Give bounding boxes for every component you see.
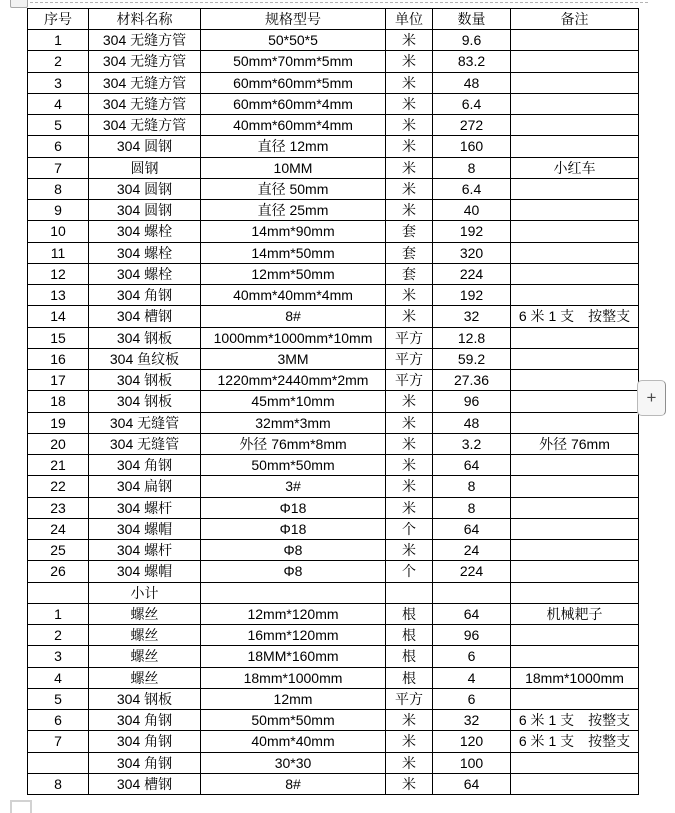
cell-unit[interactable]: 米 [386,412,433,433]
table-row [28,625,639,646]
cell-name[interactable]: 304 螺杆 [89,540,201,561]
cell-unit[interactable]: 米 [386,540,433,561]
cell-unit[interactable]: 米 [386,710,433,731]
cell-spec[interactable]: 1000mm*1000mm*10mm [201,327,386,348]
cell-remark[interactable] [511,518,639,539]
cell-qty[interactable]: 6.4 [433,178,511,199]
cell-index[interactable]: 25 [28,540,89,561]
cell-index[interactable]: 2 [28,625,89,646]
cell-name[interactable]: 304 槽钢 [89,306,201,327]
cell-unit[interactable]: 套 [386,242,433,263]
cell-name[interactable]: 螺丝 [89,646,201,667]
cell-remark[interactable] [511,773,639,794]
cell-qty[interactable]: 96 [433,391,511,412]
cell-index[interactable]: 11 [28,242,89,263]
cell-spec[interactable]: 3# [201,476,386,497]
column-header-unit[interactable]: 单位 [386,9,433,30]
table-row [28,540,639,561]
cell-index[interactable]: 19 [28,412,89,433]
cell-spec[interactable]: 外径 76mm*8mm [201,433,386,454]
table-row [28,370,639,391]
cell-index[interactable]: 22 [28,476,89,497]
cell-unit[interactable]: 米 [386,391,433,412]
cell-unit[interactable]: 个 [386,518,433,539]
cell-unit[interactable]: 米 [386,51,433,72]
cell-remark[interactable] [511,51,639,72]
cell-name[interactable]: 304 钢板 [89,370,201,391]
table-row [28,115,639,136]
cell-unit[interactable]: 米 [386,285,433,306]
table-row [28,348,639,369]
table-row [28,433,639,454]
cell-qty[interactable]: 12.8 [433,327,511,348]
cell-remark[interactable] [511,93,639,114]
cell-unit[interactable]: 米 [386,93,433,114]
table-row [28,242,639,263]
cell-qty[interactable]: 96 [433,625,511,646]
cell-remark[interactable] [511,285,639,306]
cell-index[interactable]: 21 [28,455,89,476]
cell-unit[interactable]: 米 [386,455,433,476]
cell-remark[interactable] [511,327,639,348]
cell-index[interactable] [28,582,89,603]
table-row [28,30,639,51]
cell-remark[interactable]: 小红车 [511,157,639,178]
cell-remark[interactable] [511,646,639,667]
cell-remark[interactable] [511,178,639,199]
cell-qty[interactable]: 6 [433,646,511,667]
cell-spec[interactable]: 14mm*50mm [201,242,386,263]
cell-spec[interactable]: 10MM [201,157,386,178]
cell-index[interactable]: 4 [28,667,89,688]
cell-index[interactable]: 24 [28,518,89,539]
cell-qty[interactable]: 64 [433,773,511,794]
table-row [28,710,639,731]
table-row [28,561,639,582]
cell-name[interactable]: 304 无缝方管 [89,115,201,136]
cell-spec[interactable]: 8# [201,306,386,327]
cell-name[interactable]: 螺丝 [89,603,201,624]
cell-spec[interactable]: 50mm*70mm*5mm [201,51,386,72]
cell-spec[interactable]: 32mm*3mm [201,412,386,433]
table-row [28,476,639,497]
cell-name[interactable]: 304 角钢 [89,285,201,306]
cell-unit[interactable]: 米 [386,773,433,794]
cell-index[interactable]: 18 [28,391,89,412]
cell-name[interactable]: 304 螺栓 [89,221,201,242]
cell-index[interactable]: 15 [28,327,89,348]
cell-unit[interactable]: 米 [386,30,433,51]
cell-qty[interactable]: 48 [433,412,511,433]
cell-qty[interactable]: 48 [433,72,511,93]
cell-index[interactable]: 6 [28,136,89,157]
cell-remark[interactable]: 机械耙子 [511,603,639,624]
cell-name[interactable]: 螺丝 [89,667,201,688]
table-row [28,391,639,412]
table-body [28,30,639,795]
cell-spec[interactable]: Φ18 [201,497,386,518]
cell-qty[interactable]: 192 [433,221,511,242]
table-move-handle-icon[interactable] [10,0,28,8]
cell-index[interactable]: 3 [28,646,89,667]
cell-qty[interactable]: 192 [433,285,511,306]
cell-unit[interactable]: 米 [386,115,433,136]
cell-spec[interactable]: 50*50*5 [201,30,386,51]
cell-unit[interactable]: 套 [386,221,433,242]
cell-remark[interactable] [511,200,639,221]
cell-qty[interactable]: 320 [433,242,511,263]
table-row [28,136,639,157]
cell-name[interactable]: 304 无缝管 [89,412,201,433]
cell-unit[interactable]: 米 [386,72,433,93]
table-header [28,9,639,30]
table-row [28,327,639,348]
cell-spec[interactable]: 8# [201,773,386,794]
cell-name[interactable]: 304 螺帽 [89,561,201,582]
table-row [28,752,639,773]
cell-qty[interactable]: 120 [433,731,511,752]
table-row [28,412,639,433]
cell-spec[interactable]: 14mm*90mm [201,221,386,242]
cell-qty[interactable]: 6 [433,688,511,709]
table-resize-handle[interactable] [10,800,32,813]
cell-remark[interactable] [511,476,639,497]
cell-unit[interactable]: 米 [386,306,433,327]
cell-unit[interactable]: 平方 [386,348,433,369]
cell-index[interactable]: 14 [28,306,89,327]
cell-name[interactable]: 螺丝 [89,625,201,646]
cell-spec[interactable]: 50mm*50mm [201,455,386,476]
table-row [28,773,639,794]
cell-spec[interactable]: 18MM*160mm [201,646,386,667]
cell-qty[interactable]: 83.2 [433,51,511,72]
cell-qty[interactable]: 224 [433,561,511,582]
cell-spec[interactable]: Φ8 [201,540,386,561]
cell-index[interactable]: 6 [28,710,89,731]
table-row [28,72,639,93]
header-row [28,9,639,30]
cell-remark[interactable]: 6 米 1 支 按整支 [511,306,639,327]
cell-qty[interactable]: 8 [433,157,511,178]
cell-remark[interactable] [511,391,639,412]
cell-unit[interactable]: 米 [386,433,433,454]
cell-index[interactable]: 8 [28,178,89,199]
cell-name[interactable]: 304 螺栓 [89,263,201,284]
cell-spec[interactable]: 40mm*40mm [201,731,386,752]
cell-name[interactable]: 304 扁钢 [89,476,201,497]
cell-unit[interactable]: 平方 [386,370,433,391]
table-row [28,455,639,476]
cell-spec[interactable]: 1220mm*2440mm*2mm [201,370,386,391]
cell-spec[interactable]: 16mm*120mm [201,625,386,646]
cell-remark[interactable] [511,221,639,242]
cell-name[interactable]: 304 螺帽 [89,518,201,539]
cell-qty[interactable]: 160 [433,136,511,157]
cell-index[interactable]: 23 [28,497,89,518]
cell-name[interactable]: 304 无缝方管 [89,30,201,51]
cell-unit[interactable]: 米 [386,476,433,497]
table-row [28,221,639,242]
cell-qty[interactable]: 9.6 [433,30,511,51]
cell-unit[interactable]: 米 [386,178,433,199]
column-header-remark[interactable]: 备注 [511,9,639,30]
cell-name[interactable]: 304 无缝方管 [89,93,201,114]
cell-spec[interactable]: 30*30 [201,752,386,773]
cell-unit[interactable]: 米 [386,157,433,178]
cell-remark[interactable] [511,625,639,646]
cell-name[interactable]: 304 圆钢 [89,136,201,157]
cell-unit[interactable]: 根 [386,646,433,667]
table-row [28,603,639,624]
cell-index[interactable]: 7 [28,157,89,178]
cell-unit[interactable]: 套 [386,263,433,284]
cell-qty[interactable]: 8 [433,497,511,518]
cell-index[interactable]: 26 [28,561,89,582]
cell-qty[interactable]: 64 [433,455,511,476]
cell-spec[interactable]: 45mm*10mm [201,391,386,412]
table-row [28,306,639,327]
cell-spec[interactable]: 50mm*50mm [201,710,386,731]
table-row [28,731,639,752]
cell-name[interactable]: 304 螺栓 [89,242,201,263]
cell-remark[interactable] [511,497,639,518]
cell-spec[interactable]: Φ8 [201,561,386,582]
cell-qty[interactable]: 64 [433,603,511,624]
cell-spec[interactable]: 12mm*120mm [201,603,386,624]
cell-name[interactable]: 304 无缝方管 [89,72,201,93]
cell-index[interactable]: 16 [28,348,89,369]
cell-remark[interactable]: 6 米 1 支 按整支 [511,731,639,752]
cell-remark[interactable]: 外径 76mm [511,433,639,454]
cell-spec[interactable]: 60mm*60mm*5mm [201,72,386,93]
cell-remark[interactable] [511,72,639,93]
cell-name[interactable]: 304 角钢 [89,752,201,773]
cell-spec[interactable]: Φ18 [201,518,386,539]
cell-spec[interactable]: 40mm*40mm*4mm [201,285,386,306]
cell-spec[interactable]: 60mm*60mm*4mm [201,93,386,114]
column-header-name[interactable]: 材料名称 [89,9,201,30]
cell-index[interactable]: 17 [28,370,89,391]
cell-index[interactable]: 4 [28,93,89,114]
cell-index[interactable]: 1 [28,603,89,624]
cell-qty[interactable]: 272 [433,115,511,136]
cell-qty[interactable]: 64 [433,518,511,539]
cell-name[interactable]: 304 圆钢 [89,178,201,199]
cell-name[interactable]: 小计 [89,582,201,603]
table-row [28,93,639,114]
materials-table [27,8,639,795]
cell-index[interactable]: 5 [28,115,89,136]
cell-qty[interactable]: 3.2 [433,433,511,454]
cell-unit[interactable]: 根 [386,667,433,688]
table-row [28,285,639,306]
cell-index[interactable]: 5 [28,688,89,709]
cell-qty[interactable]: 100 [433,752,511,773]
cell-spec[interactable]: 12mm [201,688,386,709]
cell-name[interactable]: 304 槽钢 [89,773,201,794]
table-row [28,518,639,539]
cell-name[interactable]: 304 钢板 [89,391,201,412]
cell-name[interactable]: 304 角钢 [89,455,201,476]
cell-index[interactable]: 8 [28,773,89,794]
cell-remark[interactable]: 6 米 1 支 按整支 [511,710,639,731]
cell-unit[interactable]: 米 [386,136,433,157]
cell-qty[interactable]: 40 [433,200,511,221]
cell-qty[interactable]: 8 [433,476,511,497]
cell-spec[interactable]: 12mm*50mm [201,263,386,284]
table-row [28,497,639,518]
column-header-index[interactable]: 序号 [28,9,89,30]
cell-index[interactable]: 12 [28,263,89,284]
cell-name[interactable]: 304 角钢 [89,710,201,731]
cell-spec[interactable]: 直径 50mm [201,178,386,199]
cell-index[interactable]: 1 [28,30,89,51]
cell-remark[interactable] [511,242,639,263]
cell-qty[interactable]: 24 [433,540,511,561]
cell-index[interactable]: 10 [28,221,89,242]
cell-name[interactable]: 304 无缝管 [89,433,201,454]
cell-name[interactable]: 304 鱼纹板 [89,348,201,369]
cell-unit[interactable]: 平方 [386,327,433,348]
cell-index[interactable] [28,752,89,773]
column-header-qty[interactable]: 数量 [433,9,511,30]
table-row [28,688,639,709]
cell-unit[interactable]: 根 [386,625,433,646]
cell-unit[interactable]: 平方 [386,688,433,709]
cell-index[interactable]: 13 [28,285,89,306]
page-boundary-dashed-line [30,2,648,3]
cell-spec[interactable]: 直径 12mm [201,136,386,157]
table-row [28,646,639,667]
column-header-spec[interactable]: 规格型号 [201,9,386,30]
cell-remark[interactable] [511,370,639,391]
cell-remark[interactable] [511,561,639,582]
cell-index[interactable]: 7 [28,731,89,752]
cell-qty[interactable]: 59.2 [433,348,511,369]
cell-index[interactable]: 3 [28,72,89,93]
table-row [28,200,639,221]
cell-index[interactable]: 2 [28,51,89,72]
cell-unit[interactable] [386,582,433,603]
cell-name[interactable]: 304 圆钢 [89,200,201,221]
cell-qty[interactable]: 32 [433,306,511,327]
cell-name[interactable]: 304 钢板 [89,688,201,709]
cell-index[interactable]: 9 [28,200,89,221]
cell-unit[interactable]: 米 [386,731,433,752]
cell-unit[interactable]: 根 [386,603,433,624]
cell-remark[interactable] [511,582,639,603]
cell-name[interactable]: 304 角钢 [89,731,201,752]
cell-remark[interactable] [511,752,639,773]
cell-remark[interactable] [511,30,639,51]
cell-remark[interactable] [511,688,639,709]
table-row [28,667,639,688]
cell-unit[interactable]: 个 [386,561,433,582]
cell-qty[interactable]: 32 [433,710,511,731]
cell-spec[interactable]: 3MM [201,348,386,369]
cell-name[interactable]: 304 钢板 [89,327,201,348]
cell-unit[interactable]: 米 [386,752,433,773]
cell-remark[interactable] [511,115,639,136]
table-row [28,582,639,603]
table-row [28,263,639,284]
cell-remark[interactable] [511,136,639,157]
cell-spec[interactable]: 40mm*60mm*4mm [201,115,386,136]
cell-remark[interactable] [511,412,639,433]
cell-unit[interactable]: 米 [386,200,433,221]
cell-name[interactable]: 304 无缝方管 [89,51,201,72]
cell-spec[interactable] [201,582,386,603]
table-row [28,178,639,199]
table-row [28,157,639,178]
add-button[interactable]: + [637,380,666,416]
cell-qty[interactable]: 27.36 [433,370,511,391]
cell-qty[interactable] [433,582,511,603]
cell-name[interactable]: 圆钢 [89,157,201,178]
table-row [28,51,639,72]
cell-unit[interactable]: 米 [386,497,433,518]
cell-remark[interactable] [511,455,639,476]
cell-remark[interactable]: 18mm*1000mm [511,667,639,688]
cell-remark[interactable] [511,540,639,561]
cell-spec[interactable]: 18mm*1000mm [201,667,386,688]
cell-qty[interactable]: 224 [433,263,511,284]
cell-spec[interactable]: 直径 25mm [201,200,386,221]
cell-remark[interactable] [511,263,639,284]
cell-qty[interactable]: 4 [433,667,511,688]
cell-name[interactable]: 304 螺杆 [89,497,201,518]
cell-qty[interactable]: 6.4 [433,93,511,114]
cell-index[interactable]: 20 [28,433,89,454]
cell-remark[interactable] [511,348,639,369]
